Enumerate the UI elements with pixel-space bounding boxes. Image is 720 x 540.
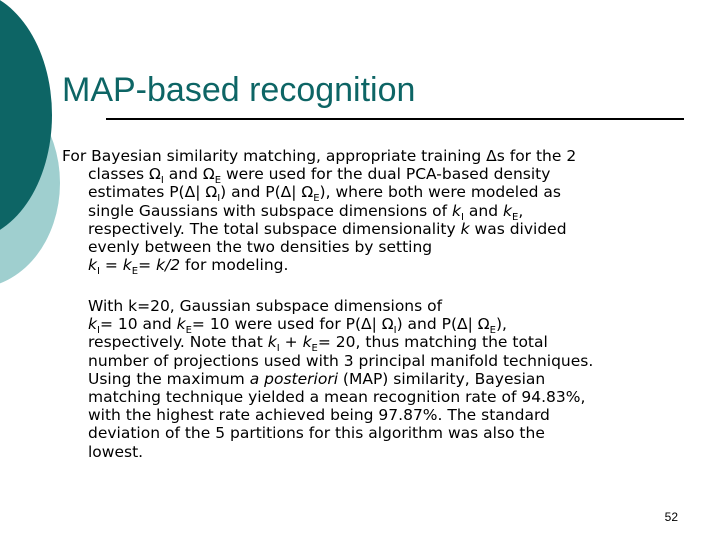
italic-text: k — [460, 219, 470, 238]
text-run: (MAP) similarity, Bayesian — [338, 369, 546, 388]
text-run: For Bayesian similarity matching, appropriate training Δs for the 2 — [62, 147, 577, 165]
text-run: for modeling. — [180, 256, 289, 275]
title-underline — [106, 118, 684, 120]
subscript: I — [276, 343, 280, 355]
subscript: E — [131, 266, 139, 278]
italic-text: k — [88, 256, 97, 275]
text-run: With k=20, Gaussian subspace dimensions of — [88, 297, 443, 315]
italic-text: k/2 — [156, 256, 181, 275]
subscript: E — [214, 175, 222, 187]
subscript: E — [489, 325, 496, 337]
text-line — [62, 165, 692, 187]
text-run: , — [518, 201, 524, 220]
text-run: evenly between the two densities by setting — [88, 238, 433, 257]
text-run: matching technique yielded a mean recognition rate of 94.83%, — [88, 388, 586, 407]
text-run: estimates P(Δ| Ω — [88, 183, 218, 202]
text-line — [88, 333, 698, 355]
subscript: I — [217, 193, 221, 205]
italic-text: k — [503, 201, 512, 220]
text-run: ), — [495, 315, 507, 334]
text-run: Using the maximum — [88, 369, 250, 388]
italic-text: k — [88, 315, 97, 334]
italic-text: k — [302, 333, 312, 352]
text-run: classes Ω — [88, 165, 161, 184]
text-run: number of projections used with 3 principal manifold techniques. — [88, 351, 594, 370]
text-line — [88, 297, 698, 315]
text-run: ) and P(Δ| Ω — [220, 183, 314, 202]
italic-text: k — [267, 333, 277, 352]
text-run: with the highest rate achieved being 97.87%. The standard — [88, 406, 550, 425]
text-line — [88, 424, 698, 442]
paragraph-results — [88, 297, 698, 461]
text-line — [88, 352, 698, 370]
subscript: E — [511, 211, 519, 223]
text-run: and — [463, 201, 503, 220]
subscript: I — [96, 325, 100, 337]
italic-text: k — [122, 256, 132, 275]
subscript: I — [461, 211, 464, 223]
text-line — [88, 443, 698, 461]
text-line — [88, 370, 698, 388]
text-run: were used for the dual PCA-based density — [221, 165, 551, 184]
text-run: and Ω — [163, 165, 215, 184]
text-line — [88, 406, 698, 424]
text-run: ) and P(Δ| Ω — [396, 315, 490, 334]
text-run: = — [99, 256, 123, 275]
text-run: was divided — [469, 219, 567, 238]
text-line — [62, 147, 692, 165]
text-run: single Gaussians with subspace dimensions of — [88, 201, 453, 220]
text-run: = 10 and — [99, 315, 177, 334]
italic-text: a posteriori — [249, 369, 338, 388]
subscript: I — [393, 325, 397, 337]
subscript: E — [313, 193, 320, 205]
text-run: respectively. Note that — [88, 333, 268, 352]
text-line — [62, 183, 692, 205]
paragraph-bayesian-matching — [62, 147, 692, 278]
italic-text: k — [452, 201, 462, 220]
text-run: = — [138, 256, 157, 275]
italic-text: k — [176, 315, 186, 334]
text-line — [62, 220, 692, 238]
text-line — [62, 201, 692, 223]
text-run: = 20, thus matching the total — [317, 333, 548, 352]
text-run: + — [279, 333, 303, 352]
text-line — [88, 315, 698, 337]
subscript: I — [96, 266, 100, 278]
text-line — [62, 238, 692, 256]
subscript: E — [311, 343, 318, 355]
slide-number: 52 — [664, 510, 678, 524]
decorative-circles — [0, 0, 60, 300]
subscript: E — [185, 325, 192, 337]
text-run: respectively. The total subspace dimensionality — [88, 219, 461, 238]
slide-title: MAP-based recognition — [62, 71, 416, 109]
text-line — [62, 256, 692, 278]
text-run: = 10 were used for P(Δ| Ω — [191, 315, 394, 334]
text-run: deviation of the 5 partitions for this algorithm was also the — [88, 424, 545, 443]
subscript: I — [160, 175, 164, 187]
text-line — [88, 388, 698, 406]
text-run: ), where both were modeled as — [319, 183, 561, 202]
text-run: lowest. — [88, 442, 144, 461]
